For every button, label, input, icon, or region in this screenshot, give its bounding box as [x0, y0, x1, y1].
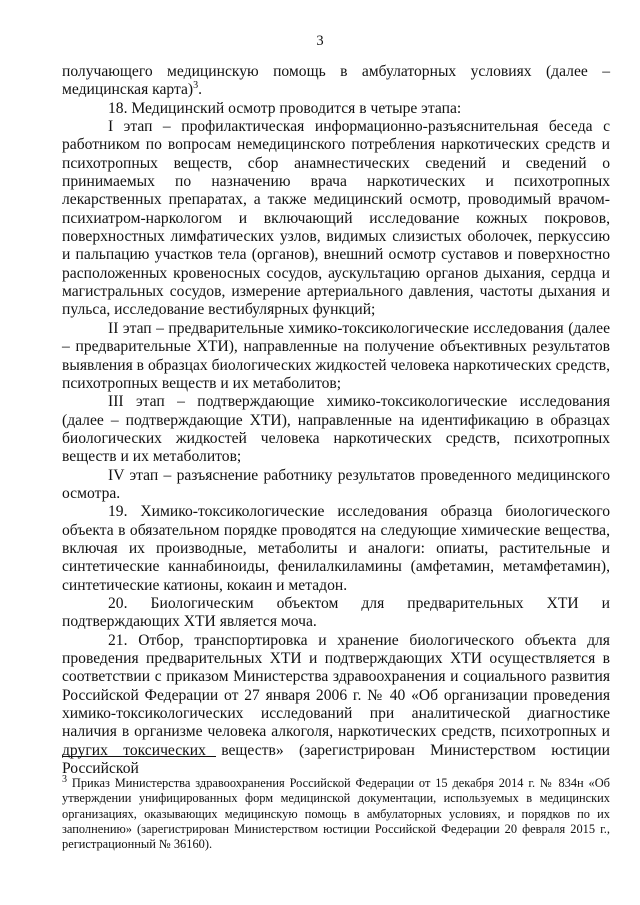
paragraph-text: получающего медицинскую помощь в амбулаторных условиях (далее – медицинская карта): [62, 63, 610, 99]
footnote-reference[interactable]: 3: [193, 80, 199, 92]
paragraph-21: 21. Отбор, транспортировка и хранение биологического объекта для проведения предварительных ХТИ и подтверждающих ХТИ осуществляется в соответствии с приказом Министерства здравоохранения и социального развития Российской Федерации от 27 января 2006 г. № 40 «Об организации проведения химико-токсикологических исследований при аналитической диагностике наличия в организме человека алкоголя, наркотических средств, психотропных и других токсических веществ» (зарегистрирован Министерством юстиции Российской: [62, 631, 610, 778]
footnote-text: [62, 773, 610, 852]
paragraph-punctuation: .: [198, 81, 203, 99]
footnote: [62, 773, 610, 852]
paragraph-stage-2: II этап – предварительные химико-токсикологические исследования (далее – предварительные ХТИ), направленные на получение объективных результатов выявления в образцах биологических жидкостей человека наркотических средств, психотропных веществ и их метаболитов;: [62, 319, 610, 392]
document-body: [62, 63, 610, 778]
footnote-separator: [62, 756, 216, 757]
paragraph-stage-3: III этап – подтверждающие химико-токсикологические исследования (далее – подтверждающие ХТИ), направленные на идентификацию в образцах биологических жидкостей человека наркотических средств, психотропных веществ и их метаболитов;: [62, 393, 610, 466]
paragraph-carryover: [62, 63, 610, 100]
paragraph-stage-1: I этап – профилактическая информационно-разъяснительная беседа с работником по вопросам немедицинского потребления наркотических средств и психотропных веществ, сбор анамнестических сведений и сведений о принимаемых по назначению врача наркотических и психотропных лекарственных препаратах, а также медицинский осмотр, проводимый врачом-психиатром-наркологом и включающий исследование кожных покровов, поверхностных лимфатических узлов, видимых слизистых оболочек, перкуссию и пальпацию участков тела (органов), внешний осмотр суставов и поверхностно расположенных кровеносных сосудов, аускультацию органов дыхания, сердца и магистральных сосудов, измерение артериального давления, частоты дыхания и пульса, исследование вестибулярных функций;: [62, 118, 610, 319]
footnote-body: Приказ Министерства здравоохранения Российской Федерации от 15 декабря 2014 г. № 834н «Об утверждении унифицированных форм медицинской документации, используемых в медицинских организациях, оказывающих медицинскую помощь в амбулаторных условиях, и порядков по их заполнению» (зарегистрирован Министерством юстиции Российской Федерации 20 февраля 2015 г., регистрационный № 36160).: [62, 776, 610, 852]
paragraph-18: 18. Медицинский осмотр проводится в четыре этапа:: [108, 99, 462, 117]
footnote-marker: 3: [62, 773, 67, 785]
paragraph-19: 19. Химико-токсикологические исследования образца биологического объекта в обязательном порядке проводятся на следующие химические вещества, включая их производные, метаболиты и аналоги: опиаты, растительные и синтетические каннабиноиды, фенилалкиламины (амфетамин, метамфетамин), синтетические катионы, кокаин и метадон.: [62, 503, 610, 594]
paragraph-stage-4: IV этап – разъяснение работнику результатов проведенного медицинского осмотра.: [62, 466, 610, 502]
page-number: 3: [316, 33, 324, 49]
paragraph-20: 20. Биологическим объектом для предварительных ХТИ и подтверждающих ХТИ является моча.: [62, 594, 610, 631]
